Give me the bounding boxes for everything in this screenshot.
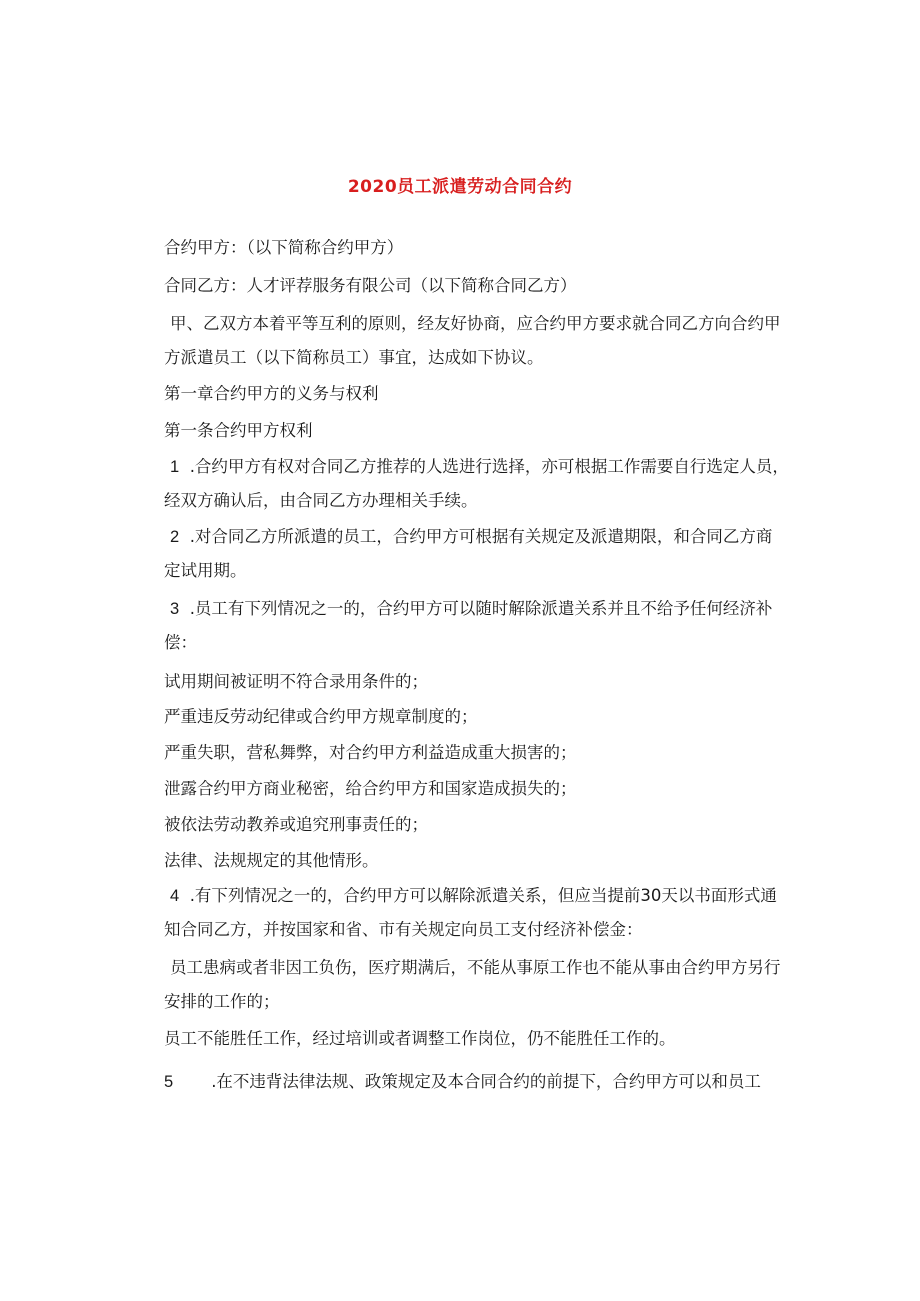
party-a-line: 合约甲方：（以下简称合约甲方） — [164, 238, 404, 257]
item-2-line-2: 定试用期。 — [164, 561, 247, 580]
article-heading: 第一条合约甲方权利 — [164, 421, 313, 440]
item-5-line-1 — [164, 1071, 761, 1093]
item-5-number: 5 — [164, 1073, 174, 1091]
item-3-sub-3: 严重失职，营私舞弊，对合约甲方利益造成重大损害的； — [164, 743, 577, 762]
item-4-text: .有下列情况之一的，合约甲方可以解除派遣关系，但应当提前30天以书面形式通 — [189, 886, 777, 905]
item-2-line-1 — [170, 526, 772, 548]
item-3-line-2: 偿： — [164, 633, 197, 652]
item-4-line-2: 知合同乙方，并按国家和省、市有关规定向员工支付经济补偿金： — [164, 920, 643, 939]
item-4-line-1 — [170, 885, 777, 907]
item-4-sub-1-line-1: 员工患病或者非因工负伤，医疗期满后，不能从事原工作也不能从事由合约甲方另行 — [170, 958, 781, 977]
item-4-sub-1-line-2: 安排的工作的； — [164, 992, 280, 1011]
item-3-sub-2: 严重违反劳动纪律或合约甲方规章制度的； — [164, 707, 478, 726]
item-3-text: .员工有下列情况之一的，合约甲方可以随时解除派遣关系并且不给予任何经济补 — [189, 599, 773, 618]
item-2-text: .对合同乙方所派遣的员工，合约甲方可根据有关规定及派遣期限，和合同乙方商 — [189, 527, 773, 546]
party-b-line: 合同乙方：人才评荐服务有限公司（以下简称合同乙方） — [164, 276, 577, 295]
chapter-heading: 第一章合约甲方的义务与权利 — [164, 384, 379, 403]
item-3-line-1 — [170, 598, 772, 620]
document-title: 2020员工派遣劳动合同合约 — [347, 177, 573, 197]
item-3-sub-1: 试用期间被证明不符合录用条件的； — [164, 672, 428, 691]
item-3-sub-6: 法律、法规规定的其他情形。 — [164, 851, 379, 870]
item-3-sub-5: 被依法劳动教养或追究刑事责任的； — [164, 815, 428, 834]
intro-line-2: 方派遣员工（以下简称员工）事宜，达成如下协议。 — [164, 348, 544, 367]
item-4-sub-2: 员工不能胜任工作，经过培训或者调整工作岗位，仍不能胜任工作的。 — [164, 1029, 676, 1048]
item-5-text: .在不违背法律法规、政策规定及本合同合约的前提下，合约甲方可以和员工 — [211, 1072, 761, 1091]
item-1-line-2: 经双方确认后，由合同乙方办理相关手续。 — [164, 491, 478, 510]
item-2-number: 2 — [170, 528, 180, 546]
item-1-number: 1 — [170, 458, 180, 476]
item-4-number: 4 — [170, 887, 180, 905]
intro-line-1: 甲、乙双方本着平等互利的原则，经友好协商，应合约甲方要求就合同乙方向合约甲 — [170, 314, 781, 333]
item-1-line-1 — [170, 456, 789, 478]
item-3-number: 3 — [170, 600, 180, 618]
item-1-text: .合约甲方有权对合同乙方推荐的人选进行选择，亦可根据工作需要自行选定人员， — [189, 457, 789, 476]
item-3-sub-4: 泄露合约甲方商业秘密，给合约甲方和国家造成损失的； — [164, 779, 577, 798]
